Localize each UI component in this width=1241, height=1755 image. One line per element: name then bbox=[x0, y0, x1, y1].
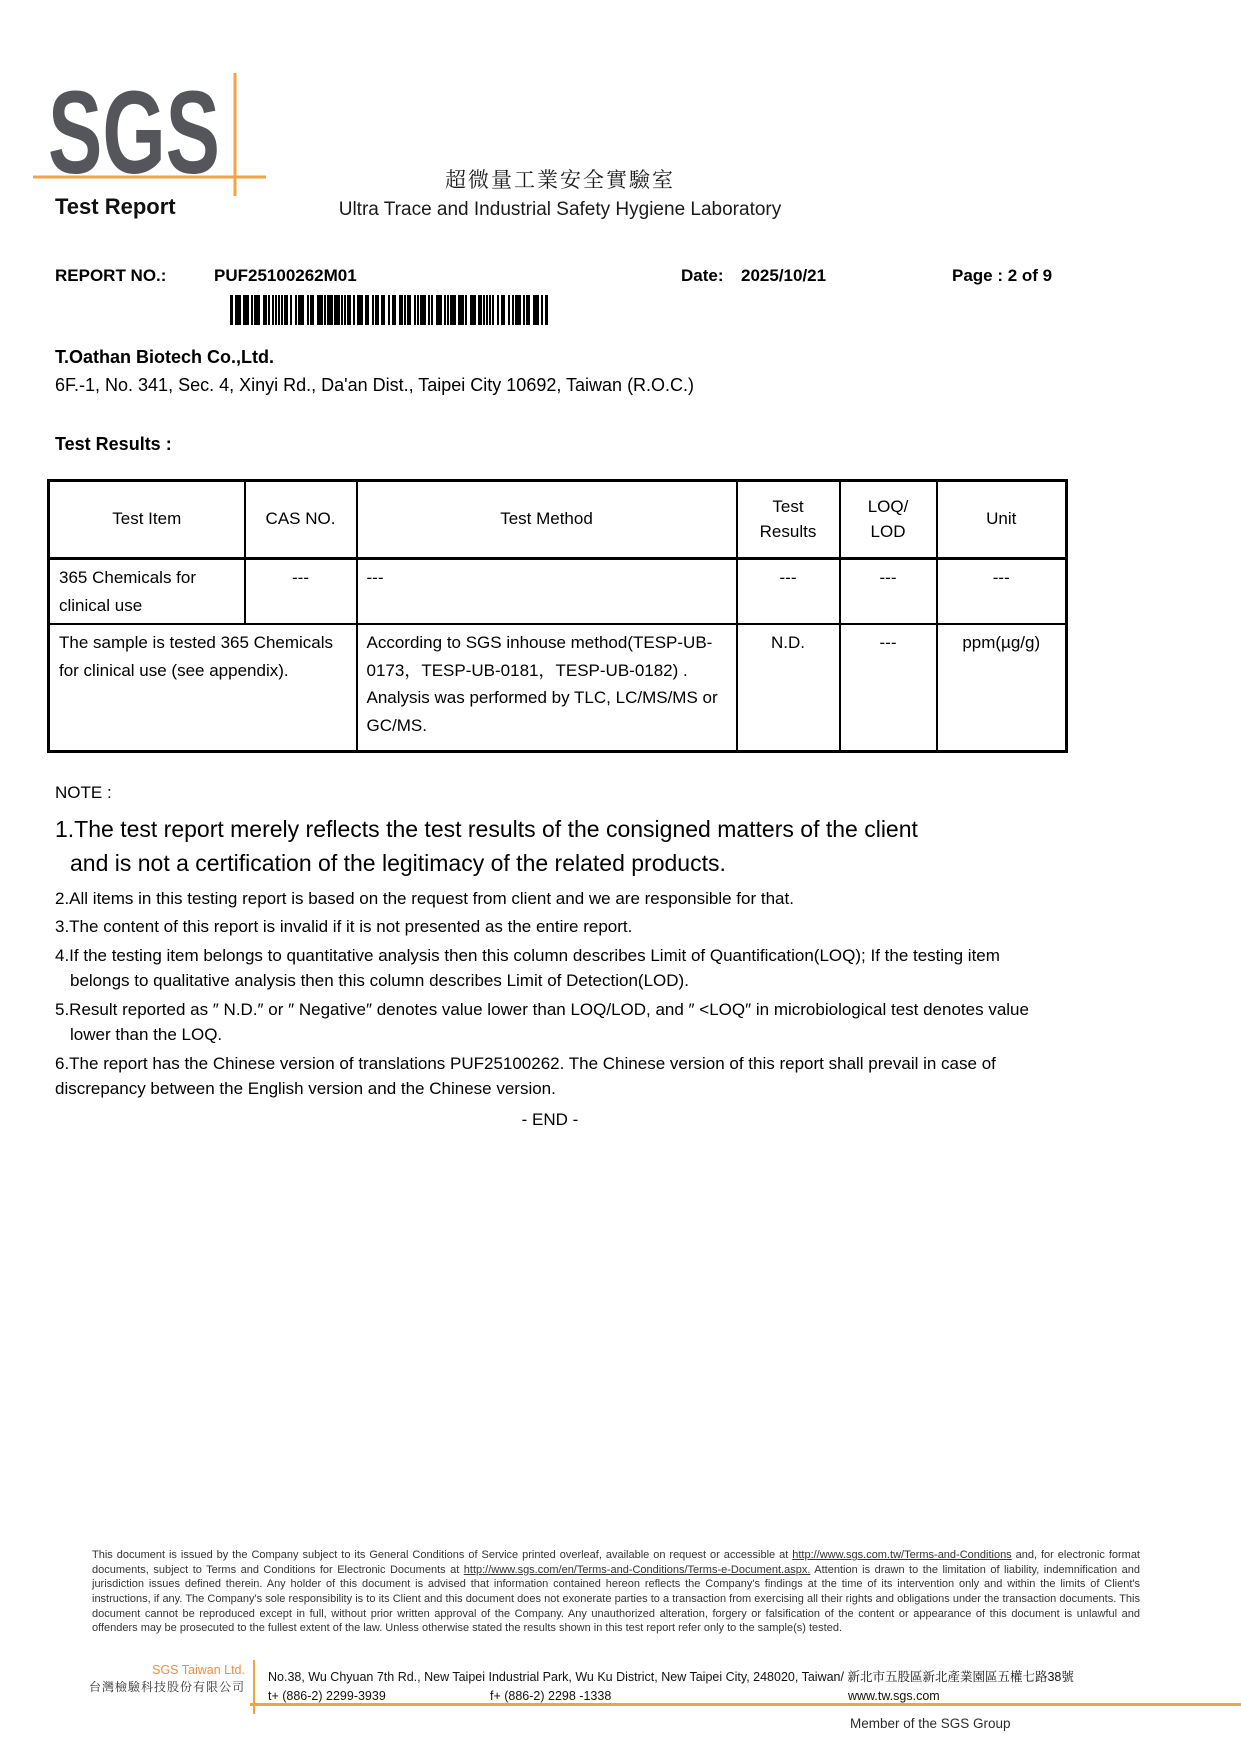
note-item-4: 4.If the testing item belongs to quantitative analysis then this column describes Limit of Quantification(LOQ); If the testing item belongs to qualitative analysis then this column describes Limit of Detection(LOD). bbox=[55, 945, 1000, 991]
cell-loq-lod: --- bbox=[840, 624, 937, 751]
col-header-test-item: Test Item bbox=[49, 481, 245, 559]
cell-cas-no: --- bbox=[245, 559, 357, 625]
client-name: T.Oathan Biotech Co.,Ltd. bbox=[55, 347, 274, 367]
report-content bbox=[55, 266, 1065, 1130]
date-value: 2025/10/21 bbox=[741, 266, 827, 285]
col-header-unit: Unit bbox=[937, 481, 1067, 559]
cell-test-results: --- bbox=[737, 559, 840, 625]
footer-fax: f+ (886-2) 2298 -1338 bbox=[490, 1689, 612, 1703]
cell-test-item: 365 Chemicals for clinical use bbox=[49, 559, 245, 625]
cell-unit: --- bbox=[937, 559, 1067, 625]
cell-loq-lod: --- bbox=[840, 559, 937, 625]
footer-company-name-en: SGS Taiwan Ltd. bbox=[152, 1663, 245, 1677]
test-results-heading: Test Results : bbox=[55, 434, 172, 454]
footer-horizontal-rule bbox=[250, 1703, 1241, 1706]
note-item-6: 6.The report has the Chinese version of translations PUF25100262. The Chinese version of this report shall prevail in case of discrepancy between the English version and the Chinese version. bbox=[55, 1053, 996, 1099]
col-header-loq-lod: LOQ/ LOD bbox=[840, 481, 937, 559]
results-table bbox=[47, 479, 1068, 753]
page-indicator: Page : 2 of 9 bbox=[952, 266, 1053, 285]
sgs-logo-text: SGS bbox=[48, 67, 220, 199]
notes-heading: NOTE : bbox=[55, 782, 112, 802]
notes-section bbox=[55, 783, 1045, 1130]
footer-telephone: t+ (886-2) 2299-3939 bbox=[268, 1689, 386, 1703]
lab-title-block bbox=[280, 164, 840, 221]
legal-text-part: Attention is drawn to the limitation of liability, indemnification and jurisdiction issues defined therein. Any holder of this document is advised that information contained hereon reflects the Company's findings at the time of its intervention only and within the limits of Client's instructions, if any. The Company's sole responsibility is to its Client and this document does not exonerate parties to a transaction from exercising all their rights and obligations under the transaction documents. This document cannot be reproduced except in full, without prior written approval of the Company. Any unauthorized alteration, forgery or falsification of the content or appearance of this document is unlawful and offenders may be prosecuted to the fullest extent of the law. Unless otherwise stated the results shown in this test report refer only to the sample(s) tested. bbox=[92, 1563, 1140, 1635]
legal-text-part: and, for electronic format documents, subject to Terms and Conditions for Electronic Documents at bbox=[92, 1549, 1140, 1576]
note-item-3: 3.The content of this report is invalid if it is not presented as the entire report. bbox=[55, 917, 633, 937]
terms-e-document-link[interactable]: http://www.sgs.com/en/Terms-and-Conditions/Terms-e-Document.aspx. bbox=[463, 1563, 811, 1576]
legal-disclaimer bbox=[92, 1548, 1140, 1636]
col-header-cas-no: CAS NO. bbox=[245, 481, 357, 559]
col-header-test-results: Test Results bbox=[737, 481, 840, 559]
report-meta-row bbox=[55, 266, 1065, 290]
cell-unit: ppm(µg/g) bbox=[937, 624, 1067, 751]
legal-text-part: This document is issued by the Company subject to its General Conditions of Service printed overleaf, available on request or accessible at bbox=[92, 1549, 793, 1561]
client-address: 6F.-1, No. 341, Sec. 4, Xinyi Rd., Da'an Dist., Taipei City 10692, Taiwan (R.O.C.) bbox=[55, 375, 695, 395]
sgs-group-membership: Member of the SGS Group bbox=[850, 1716, 1011, 1731]
doc-type-title: Test Report bbox=[55, 194, 176, 219]
cell-test-method: According to SGS inhouse method(TESP-UB-0173，TESP-UB-0181，TESP-UB-0182) . Analysis was performed by TLC, LC/MS/MS or GC/MS. bbox=[357, 624, 737, 751]
footer-website-link[interactable]: www.tw.sgs.com bbox=[848, 1689, 940, 1703]
table-row bbox=[49, 559, 1067, 625]
col-header-test-method: Test Method bbox=[357, 481, 737, 559]
date-label: Date: bbox=[681, 266, 724, 285]
cell-test-item: The sample is tested 365 Chemicals for clinical use (see appendix). bbox=[49, 624, 357, 751]
report-no-label: REPORT NO.: bbox=[55, 266, 167, 285]
footer-vertical-divider bbox=[253, 1660, 255, 1714]
table-header-row bbox=[49, 481, 1067, 559]
cell-test-method: --- bbox=[357, 559, 737, 625]
table-row bbox=[49, 624, 1067, 751]
cell-test-results: N.D. bbox=[737, 624, 840, 751]
end-marker: - END - bbox=[521, 1109, 579, 1129]
lab-title-english: Ultra Trace and Industrial Safety Hygiene Laboratory bbox=[338, 199, 782, 220]
footer-address: No.38, Wu Chyuan 7th Rd., New Taipei Industrial Park, Wu Ku District, New Taipei City, 248020, Taiwan/ 新北市五股區新北產業園區五權七路38號 bbox=[268, 1670, 1074, 1684]
sgs-logo bbox=[33, 66, 283, 206]
footer-company-block bbox=[83, 1663, 245, 1695]
note-item-2: 2.All items in this testing report is based on the request from client and we are responsible for that. bbox=[55, 888, 794, 908]
note-item-5: 5.Result reported as ″ N.D.″ or ″ Negative″ denotes value lower than LOQ/LOD, and ″ <LOQ″ in microbiological test denotes value lower than the LOQ. bbox=[55, 999, 1029, 1045]
report-no-value: PUF25100262M01 bbox=[214, 266, 357, 285]
footer-company-name-zh: 台灣檢驗科技股份有限公司 bbox=[88, 1680, 245, 1694]
barcode bbox=[230, 295, 602, 325]
terms-and-conditions-link[interactable]: http://www.sgs.com.tw/Terms-and-Conditions bbox=[792, 1549, 1012, 1561]
lab-title-chinese: 超微量工業安全實驗室 bbox=[445, 168, 675, 192]
note-item-1: 1.The test report merely reflects the test results of the consigned matters of the client and is not a certification of the legitimacy of the related products. bbox=[55, 815, 918, 877]
